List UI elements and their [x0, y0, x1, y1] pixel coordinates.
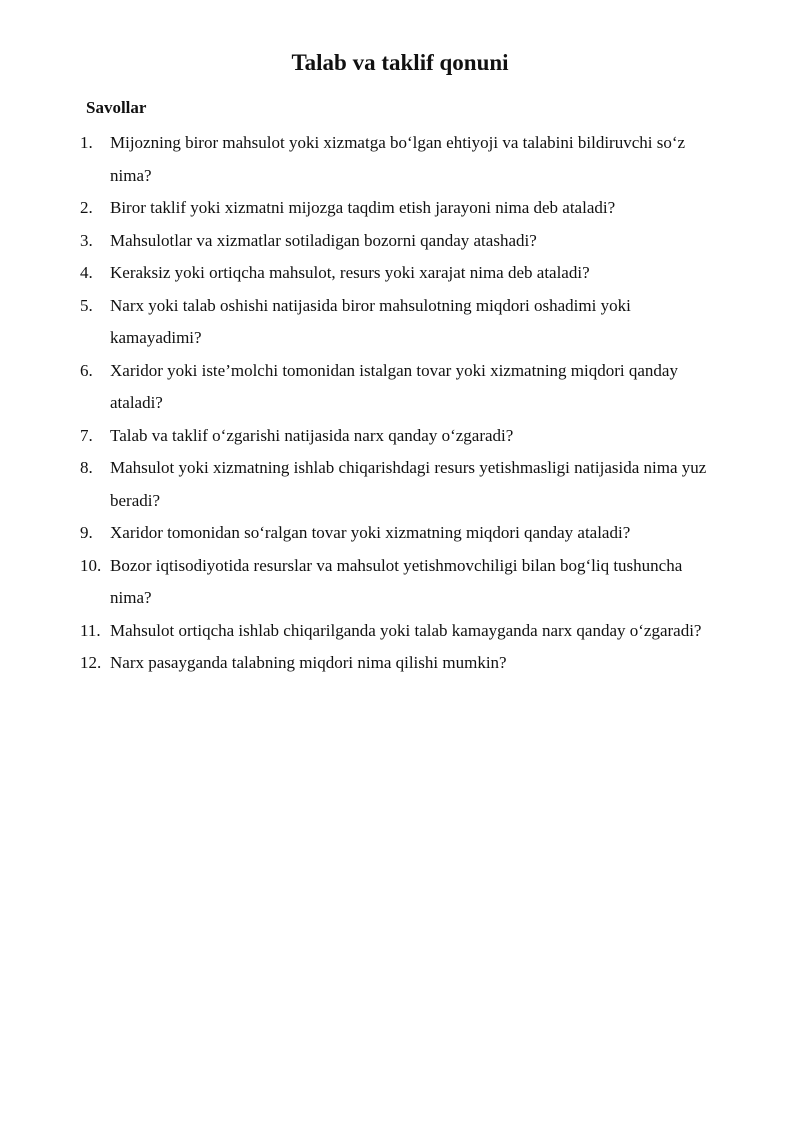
- question-text: Mahsulot yoki xizmatning ishlab chiqarishdagi resurs yetishmasligi natijasida nima yuz beradi?: [110, 458, 707, 510]
- question-text: Talab va taklif o‘zgarishi natijasida narx qanday o‘zgaradi?: [110, 425, 514, 445]
- question-item: [80, 452, 720, 517]
- question-number: 11.: [80, 620, 101, 640]
- question-text: Xaridor tomonidan so‘ralgan tovar yoki xizmatning miqdori qanday ataladi?: [110, 523, 631, 542]
- question-number: 12.: [80, 653, 102, 672]
- question-text: Biror taklif yoki xizmatni mijozga taqdim etish jarayoni nima deb ataladi?: [110, 198, 616, 217]
- question-number: 6.: [80, 360, 93, 380]
- question-number: 1.: [80, 133, 93, 152]
- question-number: 2.: [80, 198, 93, 217]
- question-item: [80, 192, 720, 225]
- page-title: Talab va taklif qonuni: [291, 50, 509, 75]
- question-number: 8.: [80, 458, 93, 477]
- question-number: 4.: [80, 263, 93, 282]
- question-number: 5.: [80, 295, 93, 315]
- section-heading: Savollar: [86, 98, 147, 117]
- question-text: Keraksiz yoki ortiqcha mahsulot, resurs yoki xarajat nima deb ataladi?: [110, 263, 590, 282]
- question-text: Narx pasayganda talabning miqdori nima qilishi mumkin?: [110, 653, 507, 672]
- question-item: [80, 355, 720, 420]
- question-text: Bozor iqtisodiyotida resurslar va mahsulot yetishmovchiligi bilan bog‘liq tushuncha nima?: [110, 555, 683, 607]
- question-item: [80, 257, 720, 290]
- question-item: [80, 127, 720, 192]
- question-text: Mahsulot ortiqcha ishlab chiqarilganda yoki talab kamayganda narx qanday o‘zgaradi?: [110, 620, 702, 640]
- question-number: 3.: [80, 230, 93, 250]
- question-text: Narx yoki talab oshishi natijasida biror mahsulotning miqdori oshadimi yoki kamayadimi?: [110, 295, 631, 347]
- question-number: 7.: [80, 425, 93, 445]
- question-number: 10.: [80, 555, 102, 575]
- question-item: [80, 550, 720, 615]
- question-item: [80, 647, 720, 680]
- question-item: [80, 517, 720, 550]
- question-item: [80, 420, 720, 453]
- question-item: [80, 290, 720, 355]
- question-text: Xaridor yoki iste’molchi tomonidan istalgan tovar yoki xizmatning miqdori qanday ataladi?: [110, 360, 678, 412]
- question-item: [80, 615, 720, 648]
- question-text: Mahsulotlar va xizmatlar sotiladigan bozorni qanday atashadi?: [110, 230, 537, 250]
- question-number: 9.: [80, 523, 93, 542]
- question-item: [80, 225, 720, 258]
- question-text: Mijozning biror mahsulot yoki xizmatga bo‘lgan ehtiyoji va talabini bildiruvchi so‘z nima?: [110, 133, 686, 185]
- question-list: [80, 127, 720, 680]
